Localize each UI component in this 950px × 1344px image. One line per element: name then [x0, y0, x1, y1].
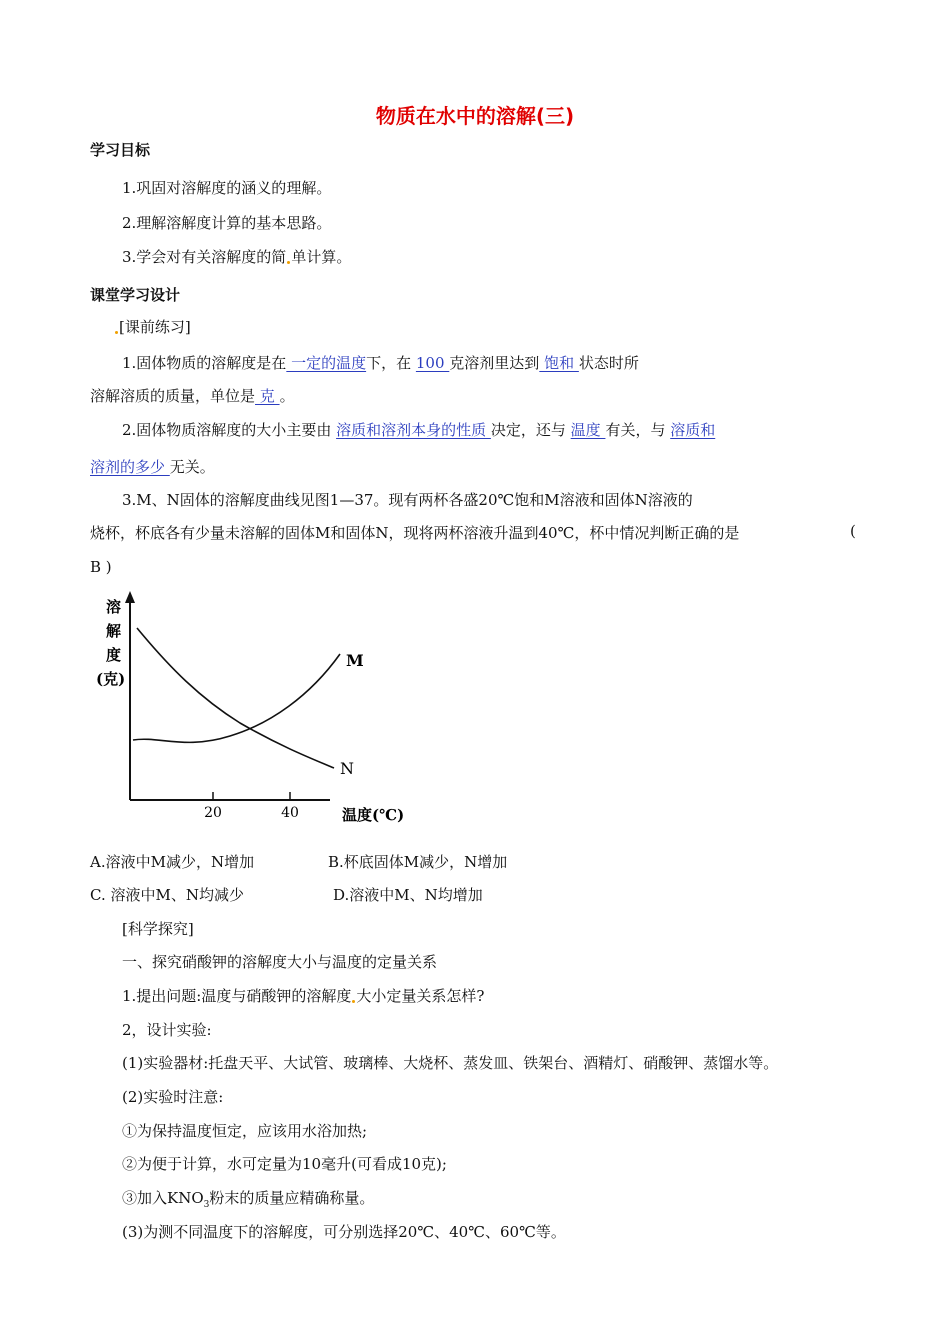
option-b: B.杯底固体M减少，N增加	[328, 853, 508, 871]
question-1-line-2: 溶解溶质的质量，单位是 克 。	[90, 387, 295, 405]
series-n-curve	[137, 628, 334, 768]
answer-blank: 一定的温度	[286, 354, 367, 372]
inquiry-line-3: 2，设计实验:	[122, 1021, 212, 1039]
x-tick-label: 20	[204, 805, 222, 821]
question-3-paren: (	[850, 522, 856, 540]
series-m-label: M	[346, 651, 364, 670]
series-m-curve	[133, 654, 340, 742]
answer-blank: 100	[415, 354, 450, 372]
y-axis-arrow	[125, 591, 135, 603]
x-tick-label: 40	[281, 805, 299, 821]
inquiry-line-6: ①为保持温度恒定，应该用水浴加热;	[122, 1122, 368, 1140]
series-n-label: N	[340, 759, 354, 778]
answer-blank: 克	[255, 387, 280, 405]
question-3-answer: B )	[90, 558, 112, 576]
section-heading-objectives: 学习目标	[90, 141, 151, 159]
inquiry-line-8: ③加入$KNO_3$粉末的质量应精确称量。	[122, 1189, 375, 1210]
highlight-dot	[115, 331, 118, 334]
inquiry-line-5: (2)实验时注意:	[122, 1088, 224, 1106]
inquiry-line-7: ②为便于计算，水可定量为10毫升(可看成10克);	[122, 1155, 447, 1173]
x-axis-label: 温度(℃)	[342, 806, 405, 824]
answer-blank: 饱和	[539, 354, 579, 372]
y-axis-label: 度	[106, 646, 122, 664]
question-3-line-1: 3.M、N固体的溶解度曲线见图1—37。现有两杯各盛20℃饱和M溶液和固体N溶液的	[122, 491, 693, 509]
science-inquiry-label: [科学探究]	[122, 920, 194, 938]
option-d: D.溶液中M、N均增加	[333, 886, 483, 904]
inquiry-line-9: (3)为测不同温度下的溶解度，可分别选择20℃、40℃、60℃等。	[122, 1223, 566, 1241]
question-2-line-2: 溶剂的多少 无关。	[90, 458, 215, 476]
section-heading-classroom: 课堂学习设计	[90, 286, 181, 304]
objective-item-3: 3.学会对有关溶解度的简 单计算。	[122, 248, 352, 266]
objective-item-1: 1.巩固对溶解度的涵义的理解。	[122, 179, 332, 197]
highlight-dot	[352, 1000, 355, 1003]
option-c: C. 溶液中M、N均减少	[90, 886, 244, 904]
answer-blank: 溶剂的多少	[90, 458, 170, 476]
y-axis-label: 解	[106, 622, 122, 640]
question-3-line-2: 烧杯，杯底各有少量未溶解的固体M和固体N，现将两杯溶液升温到40℃，杯中情况判断正确的是	[90, 524, 740, 542]
page-title: 物质在水中的溶解(三)	[375, 104, 575, 128]
y-axis-label: 溶	[106, 598, 122, 616]
inquiry-line-4: (1)实验器材:托盘天平、大试管、玻璃棒、大烧杯、蒸发皿、铁架台、酒精灯、硝酸钾、蒸馏水等。	[122, 1054, 779, 1072]
answer-blank: 溶质和溶剂本身的性质	[336, 421, 491, 439]
inquiry-line-1: 一、探究硝酸钾的溶解度大小与温度的定量关系	[122, 953, 438, 971]
option-a: A.溶液中M减少，N增加	[90, 853, 255, 871]
solubility-chart	[90, 588, 435, 828]
pre-class-label: [课前练习]	[114, 316, 191, 337]
question-1-line-1: 1.固体物质的溶解度是在 一定的温度下，在 100 克溶剂里达到 饱和 状态时所	[122, 354, 639, 372]
answer-blank: 温度	[570, 421, 606, 439]
y-axis-label: (克)	[96, 670, 126, 688]
objective-item-2: 2.理解溶解度计算的基本思路。	[122, 214, 332, 232]
question-2-line-1: 2.固体物质溶解度的大小主要由 溶质和溶剂本身的性质 决定，还与 温度 有关，与 溶质和	[122, 421, 716, 439]
inquiry-line-2: 1.提出问题:温度与硝酸钾的溶解度 大小定量关系怎样?	[122, 987, 485, 1005]
highlight-dot	[287, 261, 290, 264]
answer-blank: 溶质和	[670, 421, 716, 439]
